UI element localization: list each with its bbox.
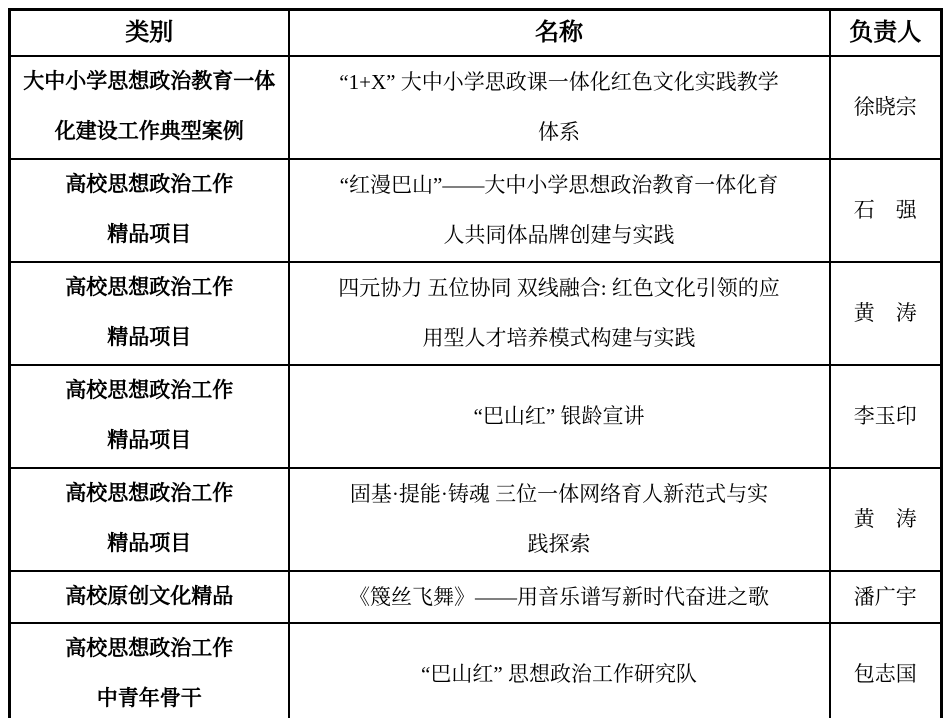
category-cell: 大中小学思想政治教育一体 化建设工作典型案例 [10, 56, 289, 159]
category-cell: 高校思想政治工作 中青年骨干 [10, 623, 289, 718]
person-cell: 石 强 [830, 159, 942, 262]
table-row [10, 571, 942, 623]
table-row [10, 365, 942, 468]
header-name: 名称 [289, 10, 830, 56]
table-row [10, 159, 942, 262]
table-row [10, 56, 942, 159]
table-row [10, 623, 942, 718]
table-row [10, 468, 942, 571]
category-cell: 高校思想政治工作 精品项目 [10, 159, 289, 262]
category-cell: 高校思想政治工作 精品项目 [10, 365, 289, 468]
name-cell: 《篾丝飞舞》——用音乐谱写新时代奋进之歌 [289, 571, 830, 623]
person-cell: 黄 涛 [830, 468, 942, 571]
table-header-row [10, 10, 942, 56]
person-cell: 李玉印 [830, 365, 942, 468]
header-category: 类别 [10, 10, 289, 56]
person-cell: 包志国 [830, 623, 942, 718]
name-cell: “巴山红” 银龄宣讲 [289, 365, 830, 468]
table-row [10, 262, 942, 365]
category-cell: 高校思想政治工作 精品项目 [10, 468, 289, 571]
name-cell: “巴山红” 思想政治工作研究队 [289, 623, 830, 718]
person-cell: 黄 涛 [830, 262, 942, 365]
person-cell: 潘广宇 [830, 571, 942, 623]
header-person: 负责人 [830, 10, 942, 56]
awards-table [8, 8, 943, 718]
name-cell: 四元协力 五位协同 双线融合: 红色文化引领的应 用型人才培养模式构建与实践 [289, 262, 830, 365]
category-cell: 高校原创文化精品 [10, 571, 289, 623]
name-cell: “1+X” 大中小学思政课一体化红色文化实践教学 体系 [289, 56, 830, 159]
name-cell: 固基·提能·铸魂 三位一体网络育人新范式与实 践探索 [289, 468, 830, 571]
person-cell: 徐晓宗 [830, 56, 942, 159]
name-cell: “红漫巴山”——大中小学思想政治教育一体化育 人共同体品牌创建与实践 [289, 159, 830, 262]
category-cell: 高校思想政治工作 精品项目 [10, 262, 289, 365]
